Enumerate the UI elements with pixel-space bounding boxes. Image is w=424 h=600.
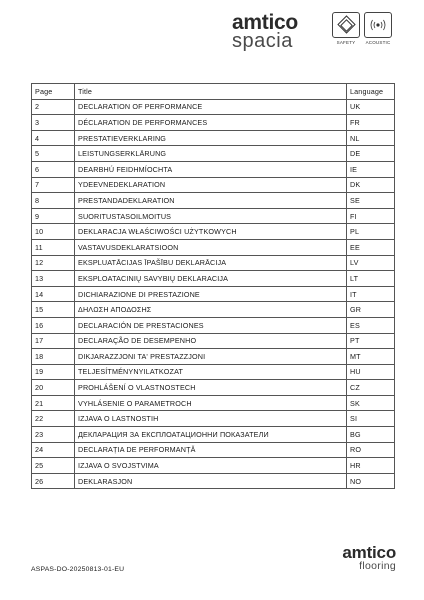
cell-language: NO <box>347 473 395 489</box>
footer-brand-name: amtico <box>342 543 396 562</box>
table-row <box>32 208 395 224</box>
acoustic-badge-label: ACOUSTIC <box>365 40 391 45</box>
safety-badge <box>331 12 361 45</box>
cell-title: YDEEVNEDEKLARATION <box>75 177 347 193</box>
cell-title: DÉCLARATION DE PERFORMANCES <box>75 115 347 131</box>
table-row <box>32 317 395 333</box>
cell-title: PRESTANDADEKLARATION <box>75 193 347 209</box>
cell-language: FI <box>347 208 395 224</box>
cell-title: DEKLARACJA WŁAŚCIWOŚCI UŻYTKOWYCH <box>75 224 347 240</box>
cell-page: 6 <box>32 161 75 177</box>
cell-page: 23 <box>32 427 75 443</box>
cell-language: RO <box>347 442 395 458</box>
cell-page: 3 <box>32 115 75 131</box>
footer-logo <box>320 544 396 572</box>
cell-language: SK <box>347 395 395 411</box>
safety-badge-label: SAFETY <box>336 40 356 45</box>
cell-language: LT <box>347 271 395 287</box>
cell-page: 16 <box>32 317 75 333</box>
table-header-row <box>32 84 395 100</box>
cell-language: DK <box>347 177 395 193</box>
table-row <box>32 115 395 131</box>
cell-language: FR <box>347 115 395 131</box>
brand-name: amtico <box>232 11 298 34</box>
cell-title: ДЕКЛАРАЦИЯ ЗА ЕКСПЛОАТАЦИОННИ ПОКАЗАТЕЛИ <box>75 427 347 443</box>
cell-page: 14 <box>32 286 75 302</box>
table-row <box>32 349 395 365</box>
cell-title: DECLARACIÓN DE PRESTACIONES <box>75 317 347 333</box>
cell-title: EKSPLOATACINIŲ SAVYBIŲ DEKLARACIJA <box>75 271 347 287</box>
table-row <box>32 473 395 489</box>
cell-title: DIKJARAZZJONI TA' PRESTAZZJONI <box>75 349 347 365</box>
cell-page: 21 <box>32 395 75 411</box>
cell-language: MT <box>347 349 395 365</box>
cell-language: DE <box>347 146 395 162</box>
table-row <box>32 427 395 443</box>
table-row <box>32 99 395 115</box>
column-header-language: Language <box>347 84 395 100</box>
cell-page: 17 <box>32 333 75 349</box>
safety-diamond-icon <box>332 12 360 38</box>
acoustic-badge <box>363 12 393 45</box>
document-code: ASPAS-DO-20250813-01-EU <box>31 566 125 573</box>
cell-page: 22 <box>32 411 75 427</box>
cell-title: EKSPLUATĀCIJAS ĪPAŠĪBU DEKLARĀCIJA <box>75 255 347 271</box>
table-row <box>32 364 395 380</box>
cell-page: 4 <box>32 130 75 146</box>
table-row <box>32 302 395 318</box>
cell-page: 19 <box>32 364 75 380</box>
cell-title: IZJAVA O LASTNOSTIH <box>75 411 347 427</box>
cell-title: LEISTUNGSERKLÄRUNG <box>75 146 347 162</box>
column-header-page: Page <box>32 84 75 100</box>
table-row <box>32 255 395 271</box>
cell-page: 25 <box>32 458 75 474</box>
table-row <box>32 224 395 240</box>
table-row <box>32 161 395 177</box>
cell-page: 10 <box>32 224 75 240</box>
cell-title: VYHLÁSENIE O PARAMETROCH <box>75 395 347 411</box>
cell-title: PROHLÁŠENÍ O VLASTNOSTECH <box>75 380 347 396</box>
declarations-table <box>31 83 395 489</box>
cell-language: UK <box>347 99 395 115</box>
cell-page: 12 <box>32 255 75 271</box>
cell-page: 11 <box>32 239 75 255</box>
footer-brand-subtitle: flooring <box>359 560 396 572</box>
cell-language: EE <box>347 239 395 255</box>
cell-title: DEARBHÚ FEIDHMÍOCHTA <box>75 161 347 177</box>
cell-language: GR <box>347 302 395 318</box>
table-row <box>32 271 395 287</box>
cell-page: 26 <box>32 473 75 489</box>
cell-page: 5 <box>32 146 75 162</box>
cell-language: SI <box>347 411 395 427</box>
cell-page: 2 <box>32 99 75 115</box>
table-row <box>32 380 395 396</box>
column-header-title: Title <box>75 84 347 100</box>
cell-page: 7 <box>32 177 75 193</box>
cell-title: IZJAVA O SVOJSTVIMA <box>75 458 347 474</box>
cell-title: DECLARAÇÃO DE DESEMPENHO <box>75 333 347 349</box>
table-row <box>32 146 395 162</box>
table-row <box>32 411 395 427</box>
cell-language: BG <box>347 427 395 443</box>
cell-title: VASTAVUSDEKLARATSIOON <box>75 239 347 255</box>
table-row <box>32 442 395 458</box>
cell-language: ES <box>347 317 395 333</box>
cell-title: DICHIARAZIONE DI PRESTAZIONE <box>75 286 347 302</box>
cell-page: 13 <box>32 271 75 287</box>
cell-title: TELJESÍTMÉNYNYILATKOZAT <box>75 364 347 380</box>
cell-title: ΔΗΛΩΣΗ ΑΠΟΔΟΣΗΣ <box>75 302 347 318</box>
table-body <box>32 99 395 489</box>
cell-language: LV <box>347 255 395 271</box>
table-row <box>32 395 395 411</box>
table-row <box>32 177 395 193</box>
cell-title: SUORITUSTASOILMOITUS <box>75 208 347 224</box>
cell-language: CZ <box>347 380 395 396</box>
cell-language: IE <box>347 161 395 177</box>
cell-language: HR <box>347 458 395 474</box>
cell-language: NL <box>347 130 395 146</box>
cell-language: PL <box>347 224 395 240</box>
acoustic-waves-icon <box>364 12 392 38</box>
cell-page: 24 <box>32 442 75 458</box>
cell-title: DECLARATION OF PERFORMANCE <box>75 99 347 115</box>
cell-title: PRESTATIEVERKLARING <box>75 130 347 146</box>
cell-title: DEKLARASJON <box>75 473 347 489</box>
cell-language: PT <box>347 333 395 349</box>
brand-subtitle: spacia <box>232 30 293 52</box>
cell-page: 9 <box>32 208 75 224</box>
table-row <box>32 193 395 209</box>
cell-language: HU <box>347 364 395 380</box>
cell-page: 8 <box>32 193 75 209</box>
cell-title: DECLARAȚIA DE PERFORMANȚĂ <box>75 442 347 458</box>
cell-page: 15 <box>32 302 75 318</box>
cell-language: SE <box>347 193 395 209</box>
table-row <box>32 130 395 146</box>
table-row <box>32 333 395 349</box>
brand-logo <box>232 12 324 51</box>
cell-page: 18 <box>32 349 75 365</box>
table-row <box>32 286 395 302</box>
cell-language: IT <box>347 286 395 302</box>
table-row <box>32 239 395 255</box>
cell-page: 20 <box>32 380 75 396</box>
table-row <box>32 458 395 474</box>
